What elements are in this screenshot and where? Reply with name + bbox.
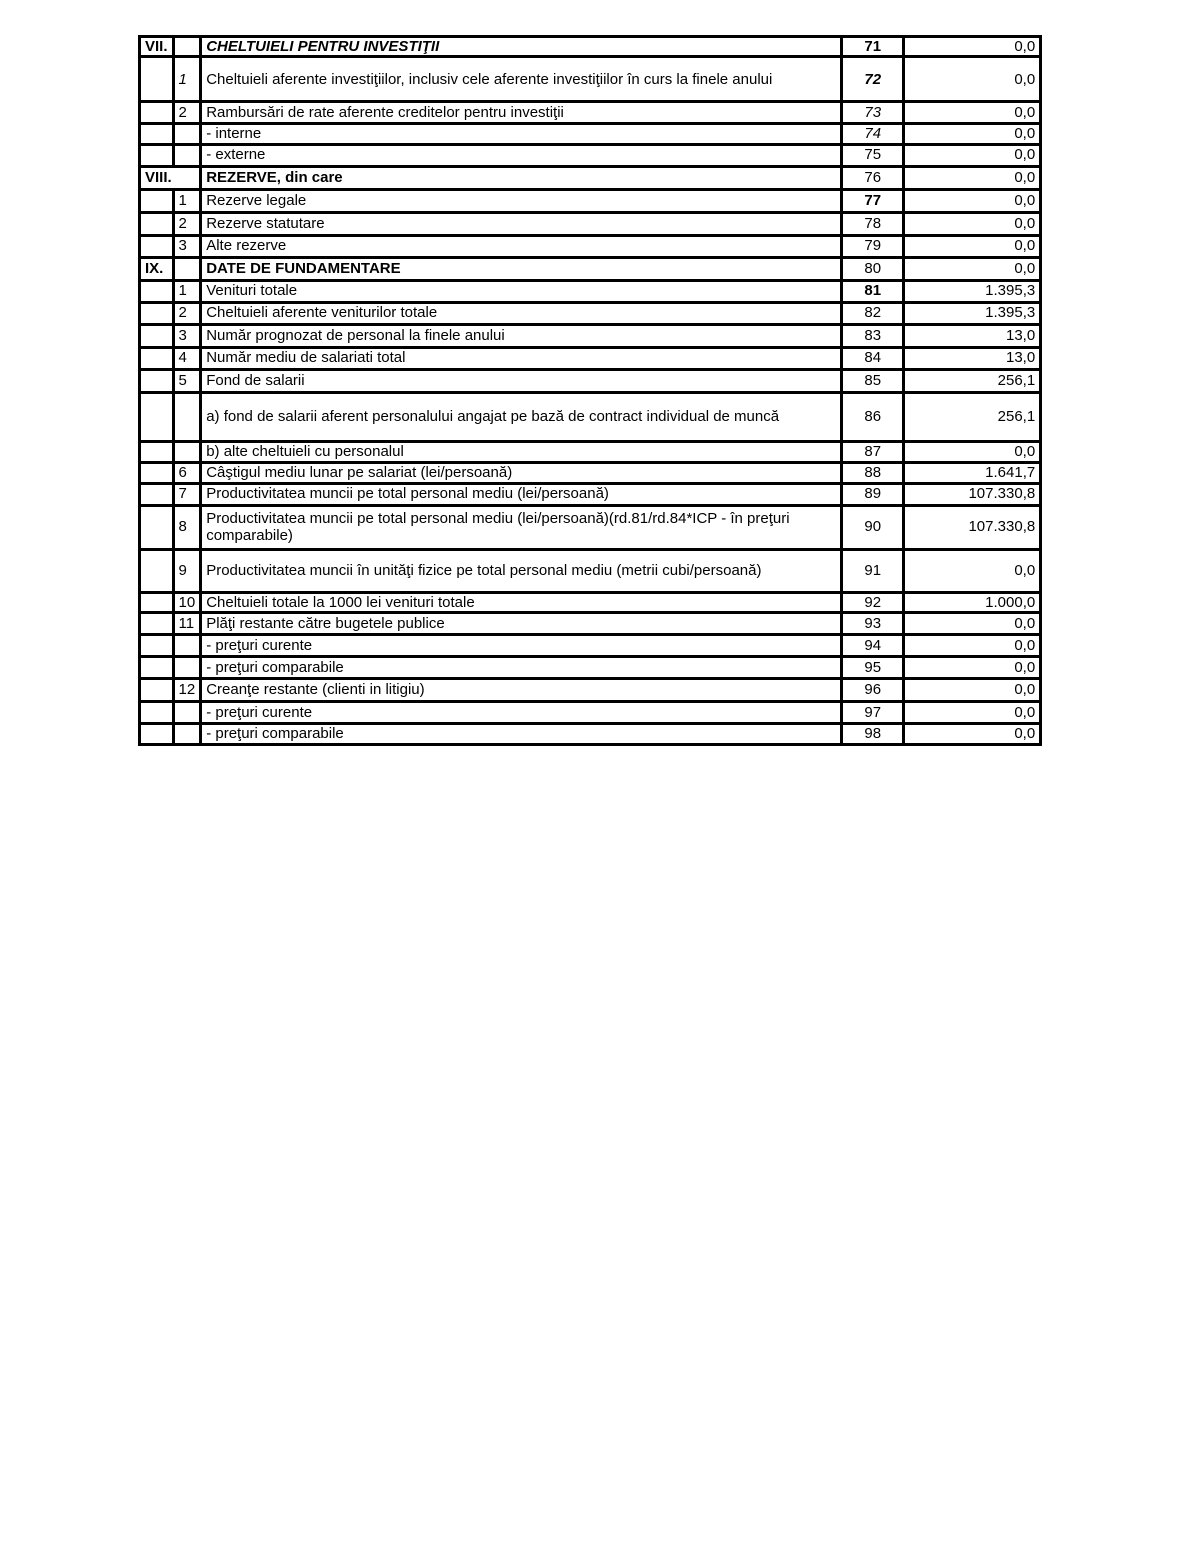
value-cell: 0,0 <box>904 212 1041 235</box>
value-cell: 0,0 <box>904 257 1041 280</box>
table-row <box>140 124 1041 144</box>
description-cell: - interne <box>201 124 842 144</box>
table-row <box>140 257 1041 280</box>
table-row <box>140 678 1041 701</box>
table-row <box>140 505 1041 549</box>
table-row <box>140 701 1041 723</box>
item-number-cell <box>173 656 201 678</box>
table-row <box>140 656 1041 678</box>
item-number-cell: 1 <box>173 57 201 102</box>
item-number-cell <box>173 144 201 166</box>
value-cell: 0,0 <box>904 235 1041 257</box>
value-cell: 1.000,0 <box>904 592 1041 612</box>
section-numeral-cell <box>140 189 174 212</box>
value-cell: 0,0 <box>904 102 1041 124</box>
row-number-cell: 95 <box>842 656 904 678</box>
row-number-cell: 78 <box>842 212 904 235</box>
description-cell: Număr mediu de salariati total <box>201 347 842 369</box>
item-number-cell <box>173 124 201 144</box>
row-number-cell: 85 <box>842 369 904 392</box>
value-cell: 13,0 <box>904 347 1041 369</box>
value-cell: 13,0 <box>904 324 1041 347</box>
section-numeral-cell: VII. <box>140 37 174 57</box>
item-number-cell: 3 <box>173 324 201 347</box>
table-row <box>140 144 1041 166</box>
section-numeral-cell <box>140 302 174 324</box>
description-cell: Rambursări de rate aferente creditelor pentru investiţii <box>201 102 842 124</box>
description-cell: Creanţe restante (clienti in litigiu) <box>201 678 842 701</box>
row-number-cell: 87 <box>842 441 904 462</box>
row-number-cell: 74 <box>842 124 904 144</box>
section-numeral-cell <box>140 144 174 166</box>
section-numeral-cell <box>140 678 174 701</box>
section-numeral-cell: VIII. <box>140 166 201 189</box>
table-row <box>140 57 1041 102</box>
value-cell: 0,0 <box>904 678 1041 701</box>
item-number-cell: 10 <box>173 592 201 612</box>
row-number-cell: 72 <box>842 57 904 102</box>
value-cell: 107.330,8 <box>904 505 1041 549</box>
row-number-cell: 83 <box>842 324 904 347</box>
value-cell: 256,1 <box>904 369 1041 392</box>
section-numeral-cell <box>140 612 174 634</box>
item-number-cell <box>173 701 201 723</box>
table-row <box>140 723 1041 744</box>
item-number-cell: 2 <box>173 102 201 124</box>
section-numeral-cell <box>140 505 174 549</box>
item-number-cell: 9 <box>173 549 201 592</box>
section-numeral-cell <box>140 634 174 656</box>
description-cell: Productivitatea muncii pe total personal mediu (lei/persoană) <box>201 483 842 505</box>
item-number-cell: 2 <box>173 212 201 235</box>
row-number-cell: 86 <box>842 392 904 441</box>
row-number-cell: 96 <box>842 678 904 701</box>
section-numeral-cell <box>140 441 174 462</box>
row-number-cell: 76 <box>842 166 904 189</box>
row-number-cell: 91 <box>842 549 904 592</box>
table-row <box>140 392 1041 441</box>
description-cell: Număr prognozat de personal la finele anului <box>201 324 842 347</box>
budget-table-container <box>138 35 1042 746</box>
table-row <box>140 483 1041 505</box>
value-cell: 1.395,3 <box>904 302 1041 324</box>
description-cell: a) fond de salarii aferent personalului angajat pe bază de contract individual de muncă <box>201 392 842 441</box>
value-cell: 0,0 <box>904 723 1041 744</box>
section-numeral-cell <box>140 124 174 144</box>
section-numeral-cell <box>140 324 174 347</box>
table-row <box>140 37 1041 57</box>
table-row <box>140 280 1041 302</box>
row-number-cell: 73 <box>842 102 904 124</box>
value-cell: 0,0 <box>904 189 1041 212</box>
value-cell: 0,0 <box>904 37 1041 57</box>
description-cell: - preţuri comparabile <box>201 656 842 678</box>
table-row <box>140 189 1041 212</box>
section-numeral-cell <box>140 212 174 235</box>
table-row <box>140 324 1041 347</box>
table-row <box>140 212 1041 235</box>
table-row <box>140 347 1041 369</box>
item-number-cell <box>173 37 201 57</box>
section-numeral-cell: IX. <box>140 257 174 280</box>
section-numeral-cell <box>140 57 174 102</box>
description-cell: REZERVE, din care <box>201 166 842 189</box>
item-number-cell: 2 <box>173 302 201 324</box>
value-cell: 0,0 <box>904 441 1041 462</box>
description-cell: Cheltuieli aferente veniturilor totale <box>201 302 842 324</box>
section-numeral-cell <box>140 369 174 392</box>
table-row <box>140 612 1041 634</box>
value-cell: 0,0 <box>904 166 1041 189</box>
description-cell: Cheltuieli totale la 1000 lei venituri totale <box>201 592 842 612</box>
section-numeral-cell <box>140 462 174 483</box>
section-numeral-cell <box>140 483 174 505</box>
row-number-cell: 71 <box>842 37 904 57</box>
value-cell: 1.641,7 <box>904 462 1041 483</box>
description-cell: Plăţi restante către bugetele publice <box>201 612 842 634</box>
item-number-cell: 3 <box>173 235 201 257</box>
description-cell: - preţuri curente <box>201 701 842 723</box>
row-number-cell: 89 <box>842 483 904 505</box>
row-number-cell: 79 <box>842 235 904 257</box>
table-row <box>140 235 1041 257</box>
value-cell: 0,0 <box>904 549 1041 592</box>
table-row <box>140 369 1041 392</box>
row-number-cell: 82 <box>842 302 904 324</box>
value-cell: 0,0 <box>904 634 1041 656</box>
description-cell: Cheltuieli aferente investiţiilor, inclusiv cele aferente investiţiilor în curs la finele anului <box>201 57 842 102</box>
table-row <box>140 441 1041 462</box>
item-number-cell: 5 <box>173 369 201 392</box>
section-numeral-cell <box>140 701 174 723</box>
section-numeral-cell <box>140 280 174 302</box>
description-cell: Productivitatea muncii pe total personal mediu (lei/persoană)(rd.81/rd.84*ICP - în preţuri comparabile) <box>201 505 842 549</box>
table-row <box>140 166 1041 189</box>
description-cell: Rezerve statutare <box>201 212 842 235</box>
description-cell: Venituri totale <box>201 280 842 302</box>
value-cell: 0,0 <box>904 656 1041 678</box>
section-numeral-cell <box>140 592 174 612</box>
item-number-cell: 6 <box>173 462 201 483</box>
value-cell: 107.330,8 <box>904 483 1041 505</box>
table-row <box>140 102 1041 124</box>
section-numeral-cell <box>140 549 174 592</box>
row-number-cell: 80 <box>842 257 904 280</box>
description-cell: DATE DE FUNDAMENTARE <box>201 257 842 280</box>
table-row <box>140 302 1041 324</box>
item-number-cell: 11 <box>173 612 201 634</box>
value-cell: 0,0 <box>904 124 1041 144</box>
description-cell: Productivitatea muncii în unităţi fizice pe total personal mediu (metrii cubi/persoană) <box>201 549 842 592</box>
row-number-cell: 81 <box>842 280 904 302</box>
row-number-cell: 93 <box>842 612 904 634</box>
description-cell: Câştigul mediu lunar pe salariat (lei/persoană) <box>201 462 842 483</box>
item-number-cell <box>173 257 201 280</box>
section-numeral-cell <box>140 102 174 124</box>
budget-table <box>138 35 1042 746</box>
section-numeral-cell <box>140 235 174 257</box>
row-number-cell: 88 <box>842 462 904 483</box>
value-cell: 256,1 <box>904 392 1041 441</box>
row-number-cell: 94 <box>842 634 904 656</box>
table-row <box>140 592 1041 612</box>
value-cell: 0,0 <box>904 144 1041 166</box>
value-cell: 0,0 <box>904 57 1041 102</box>
item-number-cell: 12 <box>173 678 201 701</box>
row-number-cell: 77 <box>842 189 904 212</box>
description-cell: Fond de salarii <box>201 369 842 392</box>
row-number-cell: 84 <box>842 347 904 369</box>
description-cell: - preţuri comparabile <box>201 723 842 744</box>
value-cell: 1.395,3 <box>904 280 1041 302</box>
item-number-cell: 1 <box>173 189 201 212</box>
row-number-cell: 97 <box>842 701 904 723</box>
item-number-cell <box>173 441 201 462</box>
row-number-cell: 92 <box>842 592 904 612</box>
item-number-cell <box>173 392 201 441</box>
section-numeral-cell <box>140 347 174 369</box>
description-cell: b) alte cheltuieli cu personalul <box>201 441 842 462</box>
description-cell: CHELTUIELI PENTRU INVESTIŢII <box>201 37 842 57</box>
value-cell: 0,0 <box>904 612 1041 634</box>
row-number-cell: 75 <box>842 144 904 166</box>
item-number-cell <box>173 634 201 656</box>
description-cell: Rezerve legale <box>201 189 842 212</box>
item-number-cell: 1 <box>173 280 201 302</box>
section-numeral-cell <box>140 723 174 744</box>
section-numeral-cell <box>140 656 174 678</box>
section-numeral-cell <box>140 392 174 441</box>
table-row <box>140 462 1041 483</box>
item-number-cell <box>173 723 201 744</box>
description-cell: - preţuri curente <box>201 634 842 656</box>
row-number-cell: 98 <box>842 723 904 744</box>
description-cell: - externe <box>201 144 842 166</box>
item-number-cell: 7 <box>173 483 201 505</box>
value-cell: 0,0 <box>904 701 1041 723</box>
table-row <box>140 634 1041 656</box>
item-number-cell: 8 <box>173 505 201 549</box>
item-number-cell: 4 <box>173 347 201 369</box>
description-cell: Alte rezerve <box>201 235 842 257</box>
table-row <box>140 549 1041 592</box>
row-number-cell: 90 <box>842 505 904 549</box>
